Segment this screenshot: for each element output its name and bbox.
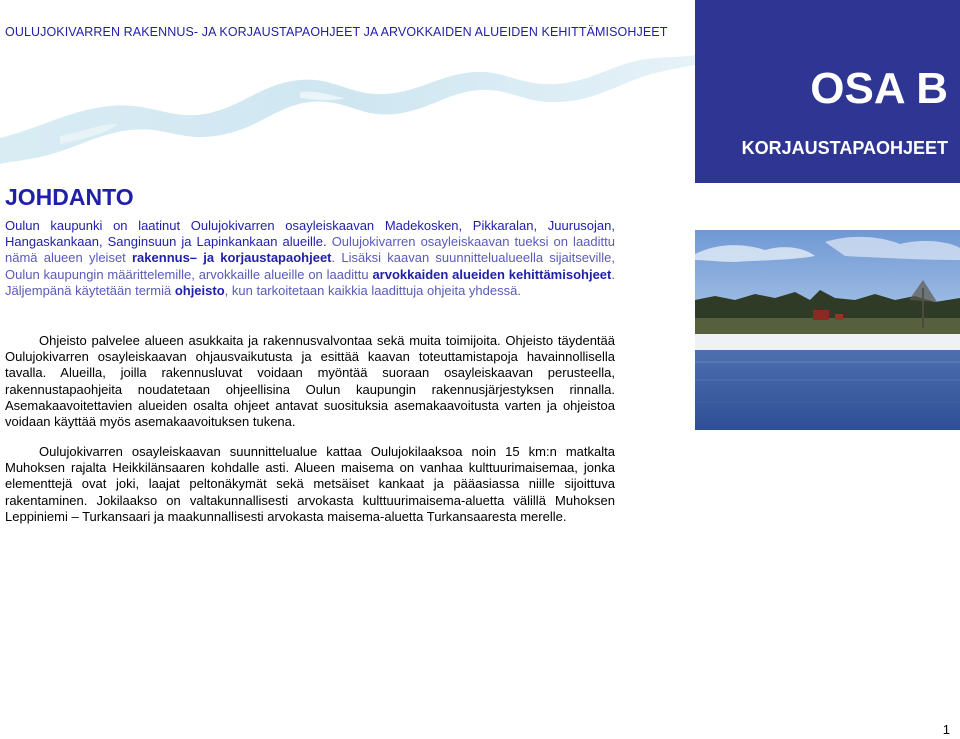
section-badge (695, 0, 960, 183)
intro-bold-ohjeisto: ohjeisto (174, 282, 225, 298)
paragraph-2-text: Ohjeisto palvelee alueen asukkaita ja rakennusvalvontaa sekä muita toimijoita. Ohjeisto täydentää Oulujokivarren osayleiskaavan ohjausvaikutusta ja esittää kaavan toteuttamistapoja havainnollisella tavalla. Alueilla, joilla rakennusluvat voidaan myöntää suoraan osayleiskaavan perusteella, rakennustapaohjeita noudatetaan ohjeellisina Oulun kaupungin rakennusjärjestyksen rinnalla. Asemakaavoitettavien alueiden osalta ohjeet antavat suosituksia asemakaavoitusta varten ja ohjeistoa voidaan käyttää myös asemakaavoituksen tukena. (5, 333, 615, 430)
river-landscape-photo (695, 230, 960, 430)
intro-bold-guidelines: rakennus– ja korjaustapaohjeet (132, 250, 332, 266)
intro-sentence-3: . Lisäksi kaavan suunnittelualueella sijaitseville, Oulun kaupungin määrittelemille, arvokkaille alueille on laadittu (5, 250, 616, 282)
body-paragraph-2 (5, 333, 615, 430)
intro-sentence-1: Oulun kaupunki on laatinut Oulujokivarren osayleiskaavan Madekosken, Pikkaralan, Juurusojan, Hangaskankaan, Sanginsuun ja Lapinkankaan alueille. (5, 218, 615, 250)
document-header-title: OULUJOKIVARREN RAKENNUS- JA KORJAUSTAPAOHJEET JA ARVOKKAIDEN ALUEIDEN KEHITTÄMISOHJEET (5, 25, 668, 39)
intro-sentence-2: Oulujokivarren osayleiskaavan tueksi on laadittu nämä alueen yleiset (5, 234, 615, 266)
intro-bold-development: arvokkaiden alueiden kehittämisohjeet (372, 266, 612, 282)
badge-title: OSA B (810, 64, 948, 113)
section-heading: JOHDANTO (5, 184, 134, 210)
intro-sentence-5: , kun tarkoitetaan kaikkia laadittuja ohjeita yhdessä. (224, 282, 521, 298)
paragraph-3-text: Oulujokivarren osayleiskaavan suunnittelualue kattaa Oulujokilaaksoa noin 15 km:n matkalta Muhoksen rajalta Heikkilänsaaren kohdalle asti. Alueen maisema on vanhaa kulttuurimaisemaa, jonka elementtejä ovat joki, laajat peltonäkymät sekä metsäiset kankaat ja pääasiassa niille sijoittuva rakentaminen. Jokilaakso on valtakunnallisesti arvokasta kulttuurimaisema-aluetta välillä Muhoksen Leppiniemi – Turkansaari ja maakunnallisesti arvokasta maisema-aluetta Turkansaaresta merelle. (5, 444, 615, 524)
badge-subtitle: KORJAUSTAPAOHJEET (741, 138, 948, 158)
page-number: 1 (942, 722, 950, 737)
river-graphic (0, 40, 700, 170)
body-paragraph-3 (5, 444, 615, 525)
intro-sentence-4: . Jäljempänä käytetään termiä (5, 266, 615, 298)
intro-paragraph (5, 218, 615, 299)
